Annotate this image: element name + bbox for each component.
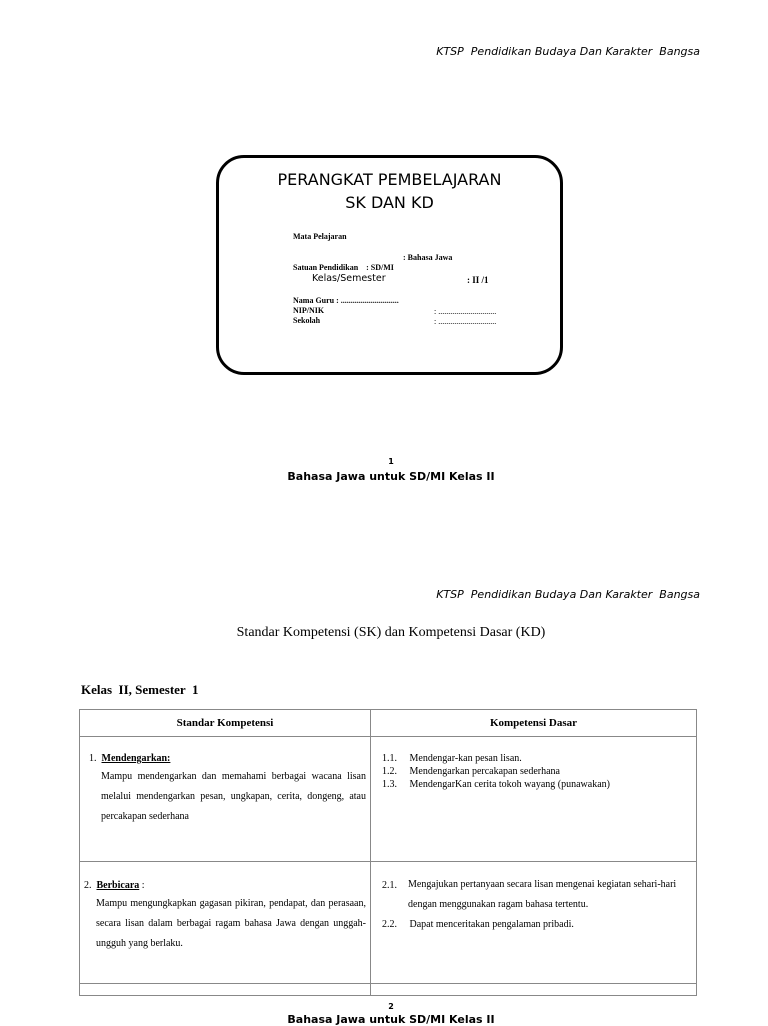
nama-guru: Nama Guru : ............................. — [293, 296, 399, 305]
sk-title: Mendengarkan: — [101, 753, 171, 764]
kelas-semester-label: Kelas/Semester — [312, 273, 386, 284]
sk-number: 2. — [84, 880, 92, 891]
page-number-1: 1 — [388, 457, 394, 466]
kd-item — [382, 880, 397, 891]
page-footer-1: Bahasa Jawa untuk SD/MI Kelas II — [287, 470, 495, 483]
kd-item — [382, 779, 610, 790]
kd-cell — [371, 737, 697, 862]
page-header-2: KTSP Pendidikan Budaya Dan Karakter Bangsa — [436, 588, 700, 601]
kd-item — [382, 919, 574, 930]
kd-number: 2.1. — [382, 880, 397, 891]
kelas-semester-value: : II /1 — [467, 275, 489, 285]
table-row — [80, 737, 697, 862]
mata-pelajaran-value: : Bahasa Jawa — [403, 253, 453, 262]
section-title: Standar Kompetensi (SK) dan Kompetensi Dasar (KD) — [236, 625, 546, 640]
kelas-semester-line: Kelas II, Semester 1 — [81, 682, 199, 697]
cover-box — [216, 155, 563, 375]
sk-heading — [89, 753, 170, 764]
column-header-sk: Standar Kompetensi — [80, 710, 371, 737]
table-header-row — [80, 710, 697, 737]
kd-item — [382, 753, 522, 764]
kd-text: MendengarKan cerita tokoh wayang (punawakan) — [409, 779, 610, 790]
kd-text: Mendengar-kan pesan lisan. — [409, 753, 522, 764]
page-header: KTSP Pendidikan Budaya Dan Karakter Bangsa — [436, 45, 700, 58]
kd-text: Dapat menceritakan pengalaman pribadi. — [409, 919, 574, 930]
page-footer-2: Bahasa Jawa untuk SD/MI Kelas II — [287, 1013, 495, 1026]
kd-number: 2.2. — [382, 919, 397, 930]
kd-number: 1.2. — [382, 766, 397, 777]
sk-heading — [84, 880, 145, 891]
sekolah-label: Sekolah — [293, 316, 321, 325]
table-row — [80, 862, 697, 984]
sk-cell — [80, 737, 371, 862]
sk-number: 1. — [89, 753, 97, 764]
mata-pelajaran-label: Mata Pelajaran — [293, 232, 347, 241]
kd-number: 1.3. — [382, 779, 397, 790]
cover-title-line2: SK DAN KD — [345, 193, 434, 212]
sk-description: Mampu mengungkapkan gagasan pikiran, pendapat, dan perasaan, secara lisan dalam berbagai ragam bahasa Jawa dengan unggah-ungguh yang berlaku. — [96, 898, 366, 949]
sk-kd-table — [79, 709, 697, 996]
kd-number: 1.1. — [382, 753, 397, 764]
sekolah-value: : ............................. — [434, 317, 497, 326]
table-row-empty — [80, 984, 697, 996]
empty-cell — [80, 984, 371, 996]
column-header-kd: Kompetensi Dasar — [371, 710, 697, 737]
empty-cell — [371, 984, 697, 996]
sk-cell — [80, 862, 371, 984]
sk-description: Mampu mendengarkan dan memahami berbagai wacana lisan melalui mendengarkan pesan, ungkapan, cerita, dongeng, atau percakapan sederhana — [101, 771, 366, 822]
page-number-2: 2 — [388, 1002, 394, 1011]
satuan-pendidikan: Satuan Pendidikan : SD/MI — [293, 263, 394, 272]
sk-title: Berbicara — [96, 880, 140, 891]
nip-label: NIP/NIK — [293, 306, 325, 315]
cover-title-line1: PERANGKAT PEMBELAJARAN — [277, 170, 502, 189]
kd-item — [382, 766, 560, 777]
kd-text: Mendengarkan percakapan sederhana — [409, 766, 560, 777]
kd-cell — [371, 862, 697, 984]
nip-value: : ............................. — [434, 307, 497, 316]
sk-title-suffix: : — [139, 880, 145, 891]
kd-text: Mengajukan pertanyaan secara lisan mengenai kegiatan sehari-hari dengan menggunakan ragam bahasa tertentu. — [408, 879, 677, 910]
